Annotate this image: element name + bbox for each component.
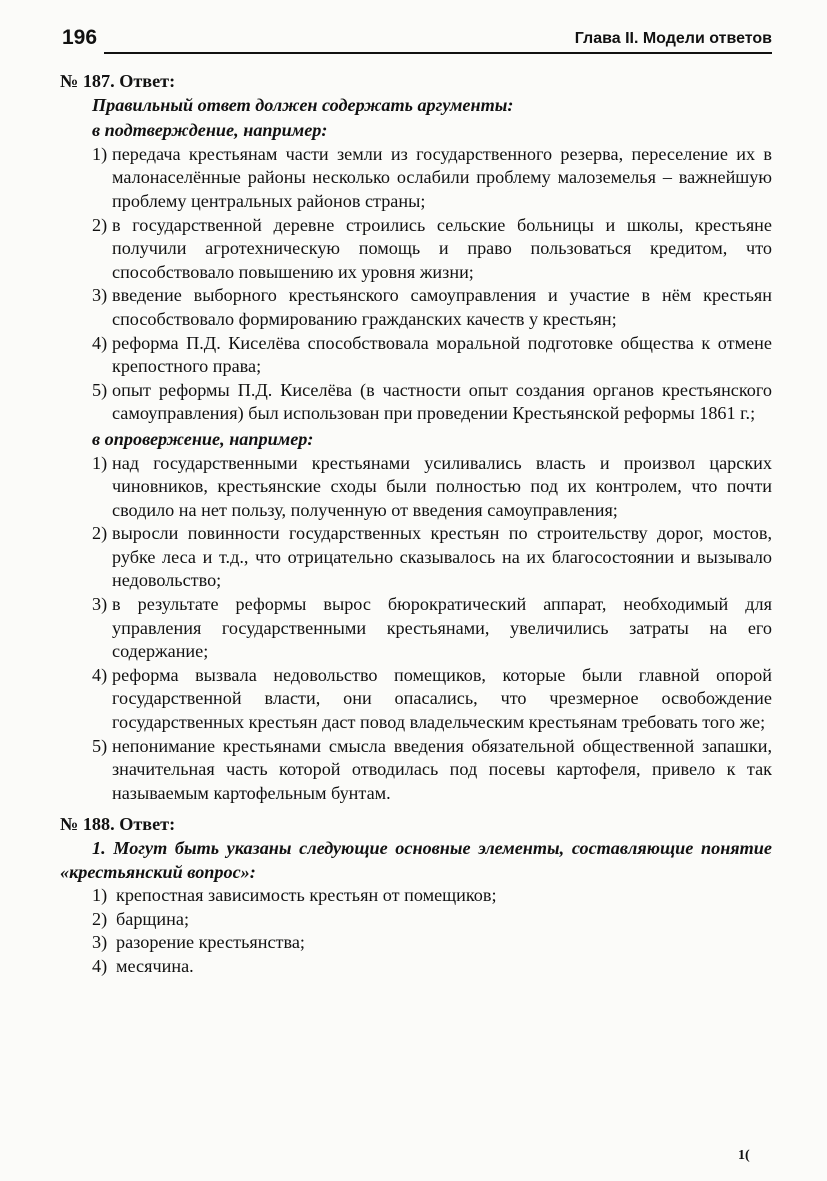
list-item [92,955,772,979]
list-item [92,735,772,806]
item-text: разорение крестьянства; [116,932,305,953]
item-text: крепостная зависимость крестьян от помещиков; [116,885,497,906]
q187-intro: Правильный ответ должен содержать аргументы: [92,94,514,115]
item-text: передача крестьянам части земли из государственного резерва, переселение их в малонаселённые районы несколько ослабили проблему малоземелья – важнейшую проблему центральных районов страны; [112,143,772,211]
item-text: в результате реформы вырос бюрократический аппарат, необходимый для управления государственными крестьянами, увеличились затраты на его содержание; [112,594,772,662]
item-number: 4) [92,332,108,353]
item-number: 3) [92,932,108,953]
page-header [62,24,772,56]
list-item [92,908,772,932]
list-item [92,452,772,523]
chapter-title: Глава II. Модели ответов [574,30,772,47]
q187-contra-list [92,452,772,806]
list-item [92,379,772,426]
header-rule [104,52,772,54]
item-text: над государственными крестьянами усиливались власть и произвол царских чиновников, крестьянские сходы были полностью под их контролем, что почти сводило на нет пользу, полученную от введения самоуправления; [112,452,772,520]
item-text: реформа П.Д. Киселёва способствовала моральной подготовке общества к отмене крепостного права; [112,332,772,377]
q187-contra-label: в опровержение, например: [92,428,314,449]
item-text: реформа вызвала недовольство помещиков, которые были главной опорой государственной власти, они опасались, что чрезмерное освобождение государственных крестьян даст повод владельческим крестьянам требовать того же; [112,664,772,733]
q188-heading: № 188. Ответ: [60,814,176,835]
item-number: 4) [92,664,108,685]
list-item [92,214,772,285]
item-text: непонимание крестьянами смысла введения обязательной общественной запашки, значительная часть которой отводилась под посевы картофеля, привело к так называемым картофельным бунтам. [112,735,772,803]
item-number: 1) [92,143,108,164]
item-text: опыт реформы П.Д. Киселёва (в частности опыт создания органов крестьянского самоуправления) был использован при проведении Крестьянской реформы 1861 г.; [112,379,772,424]
item-number: 2) [92,214,108,235]
page-number: 196 [62,26,98,49]
q188-intro: 1. Могут быть указаны следующие основные элементы, составляющие понятие «крестьянский вопрос»: [60,838,772,882]
item-number: 3) [92,285,108,306]
list-item [92,522,772,593]
list-item [92,664,772,735]
item-number: 3) [92,594,108,615]
item-number: 2) [92,523,108,544]
list-item [92,284,772,331]
list-item [92,931,772,955]
list-item [92,143,772,214]
list-item [92,332,772,379]
list-item [92,884,772,908]
item-number: 2) [92,908,108,929]
q187-pro-list [92,143,772,426]
page-content [60,70,772,979]
item-number: 1) [92,885,108,906]
q187-pro-label: в подтверждение, например: [92,120,328,141]
footer-mark: 1( [738,1148,750,1163]
item-text: введение выборного крестьянского самоуправления и участие в нём крестьян способствовало формированию гражданских качеств у крестьян; [112,285,772,329]
item-text: в государственной деревне строились сельские больницы и школы, крестьяне получили агротехническую помощь и право пользоваться кредитом, что способствовало повышению их уровня жизни; [112,214,772,282]
item-number: 5) [92,379,108,400]
item-number: 5) [92,735,108,756]
item-number: 4) [92,955,108,976]
item-text: месячина. [116,955,194,976]
q187-heading: № 187. Ответ: [60,71,176,91]
item-text: выросли повинности государственных крестьян по строительству дорог, мостов, рубке леса и т.д., что отрицательно сказывалось на их благосостоянии и вызывало недовольство; [112,523,772,591]
item-number: 1) [92,452,108,473]
q188-list [92,884,772,978]
list-item [92,593,772,664]
item-text: барщина; [116,908,190,929]
